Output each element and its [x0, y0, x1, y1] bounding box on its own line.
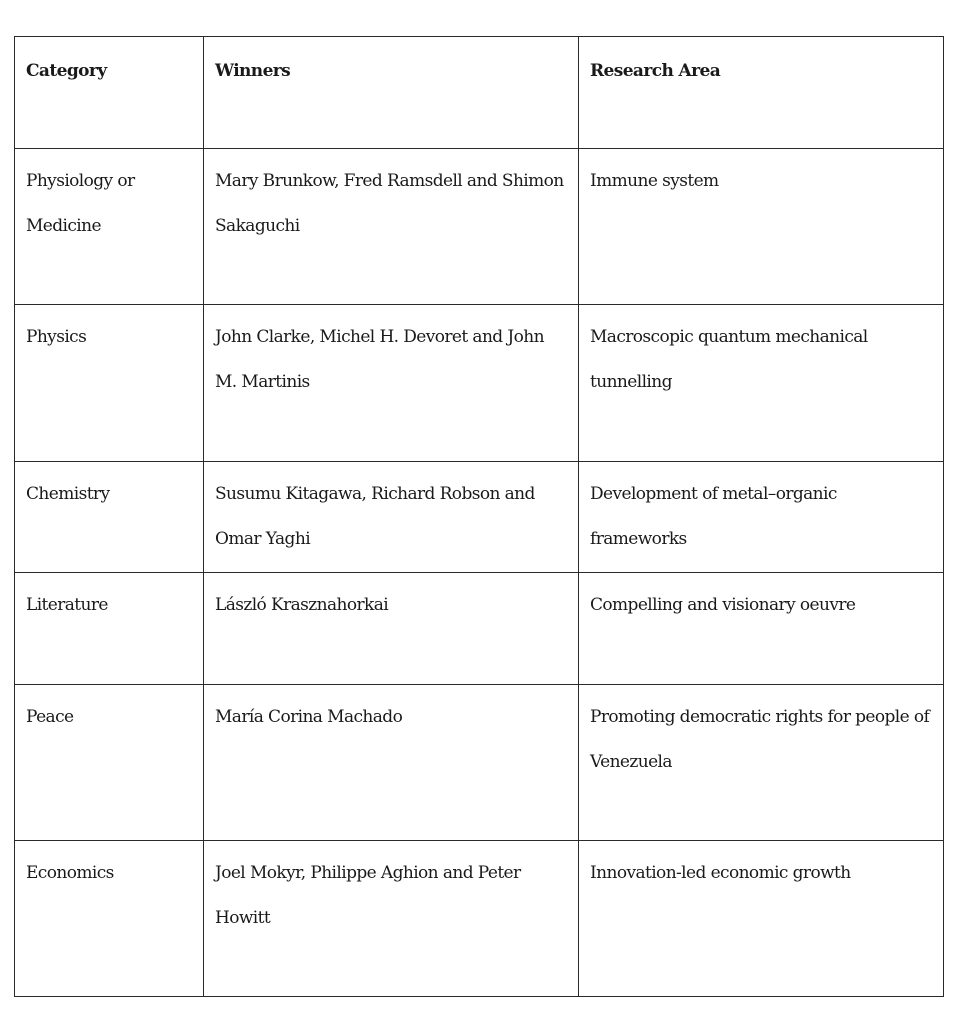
- cell-winners: María Corina Machado: [204, 685, 579, 841]
- cell-research-area: Promoting democratic rights for people of Venezuela: [579, 685, 944, 841]
- cell-research-area: Compelling and visionary oeuvre: [579, 573, 944, 685]
- cell-winners: László Krasznahorkai: [204, 573, 579, 685]
- cell-research-area: Macroscopic quantum mechanical tunnelling: [579, 305, 944, 462]
- table-row: [15, 305, 944, 462]
- cell-category: Chemistry: [15, 462, 204, 573]
- cell-research-area: Innovation-led economic growth: [579, 841, 944, 997]
- cell-research-area: Immune system: [579, 149, 944, 305]
- header-category: Category: [15, 37, 204, 149]
- cell-category: Economics: [15, 841, 204, 997]
- cell-category: Literature: [15, 573, 204, 685]
- table-row: [15, 573, 944, 685]
- header-research-area: Research Area: [579, 37, 944, 149]
- cell-research-area: Development of metal–organic frameworks: [579, 462, 944, 573]
- header-winners: Winners: [204, 37, 579, 149]
- cell-category: Physics: [15, 305, 204, 462]
- table-row: [15, 841, 944, 997]
- table-row: [15, 149, 944, 305]
- cell-winners: Susumu Kitagawa, Richard Robson and Omar Yaghi: [204, 462, 579, 573]
- cell-winners: John Clarke, Michel H. Devoret and John M. Martinis: [204, 305, 579, 462]
- cell-category: Physiology or Medicine: [15, 149, 204, 305]
- cell-category: Peace: [15, 685, 204, 841]
- table-row: [15, 462, 944, 573]
- header-row: [15, 37, 944, 149]
- nobel-winners-table: [14, 36, 944, 997]
- cell-winners: Mary Brunkow, Fred Ramsdell and Shimon Sakaguchi: [204, 149, 579, 305]
- cell-winners: Joel Mokyr, Philippe Aghion and Peter Howitt: [204, 841, 579, 997]
- table-row: [15, 685, 944, 841]
